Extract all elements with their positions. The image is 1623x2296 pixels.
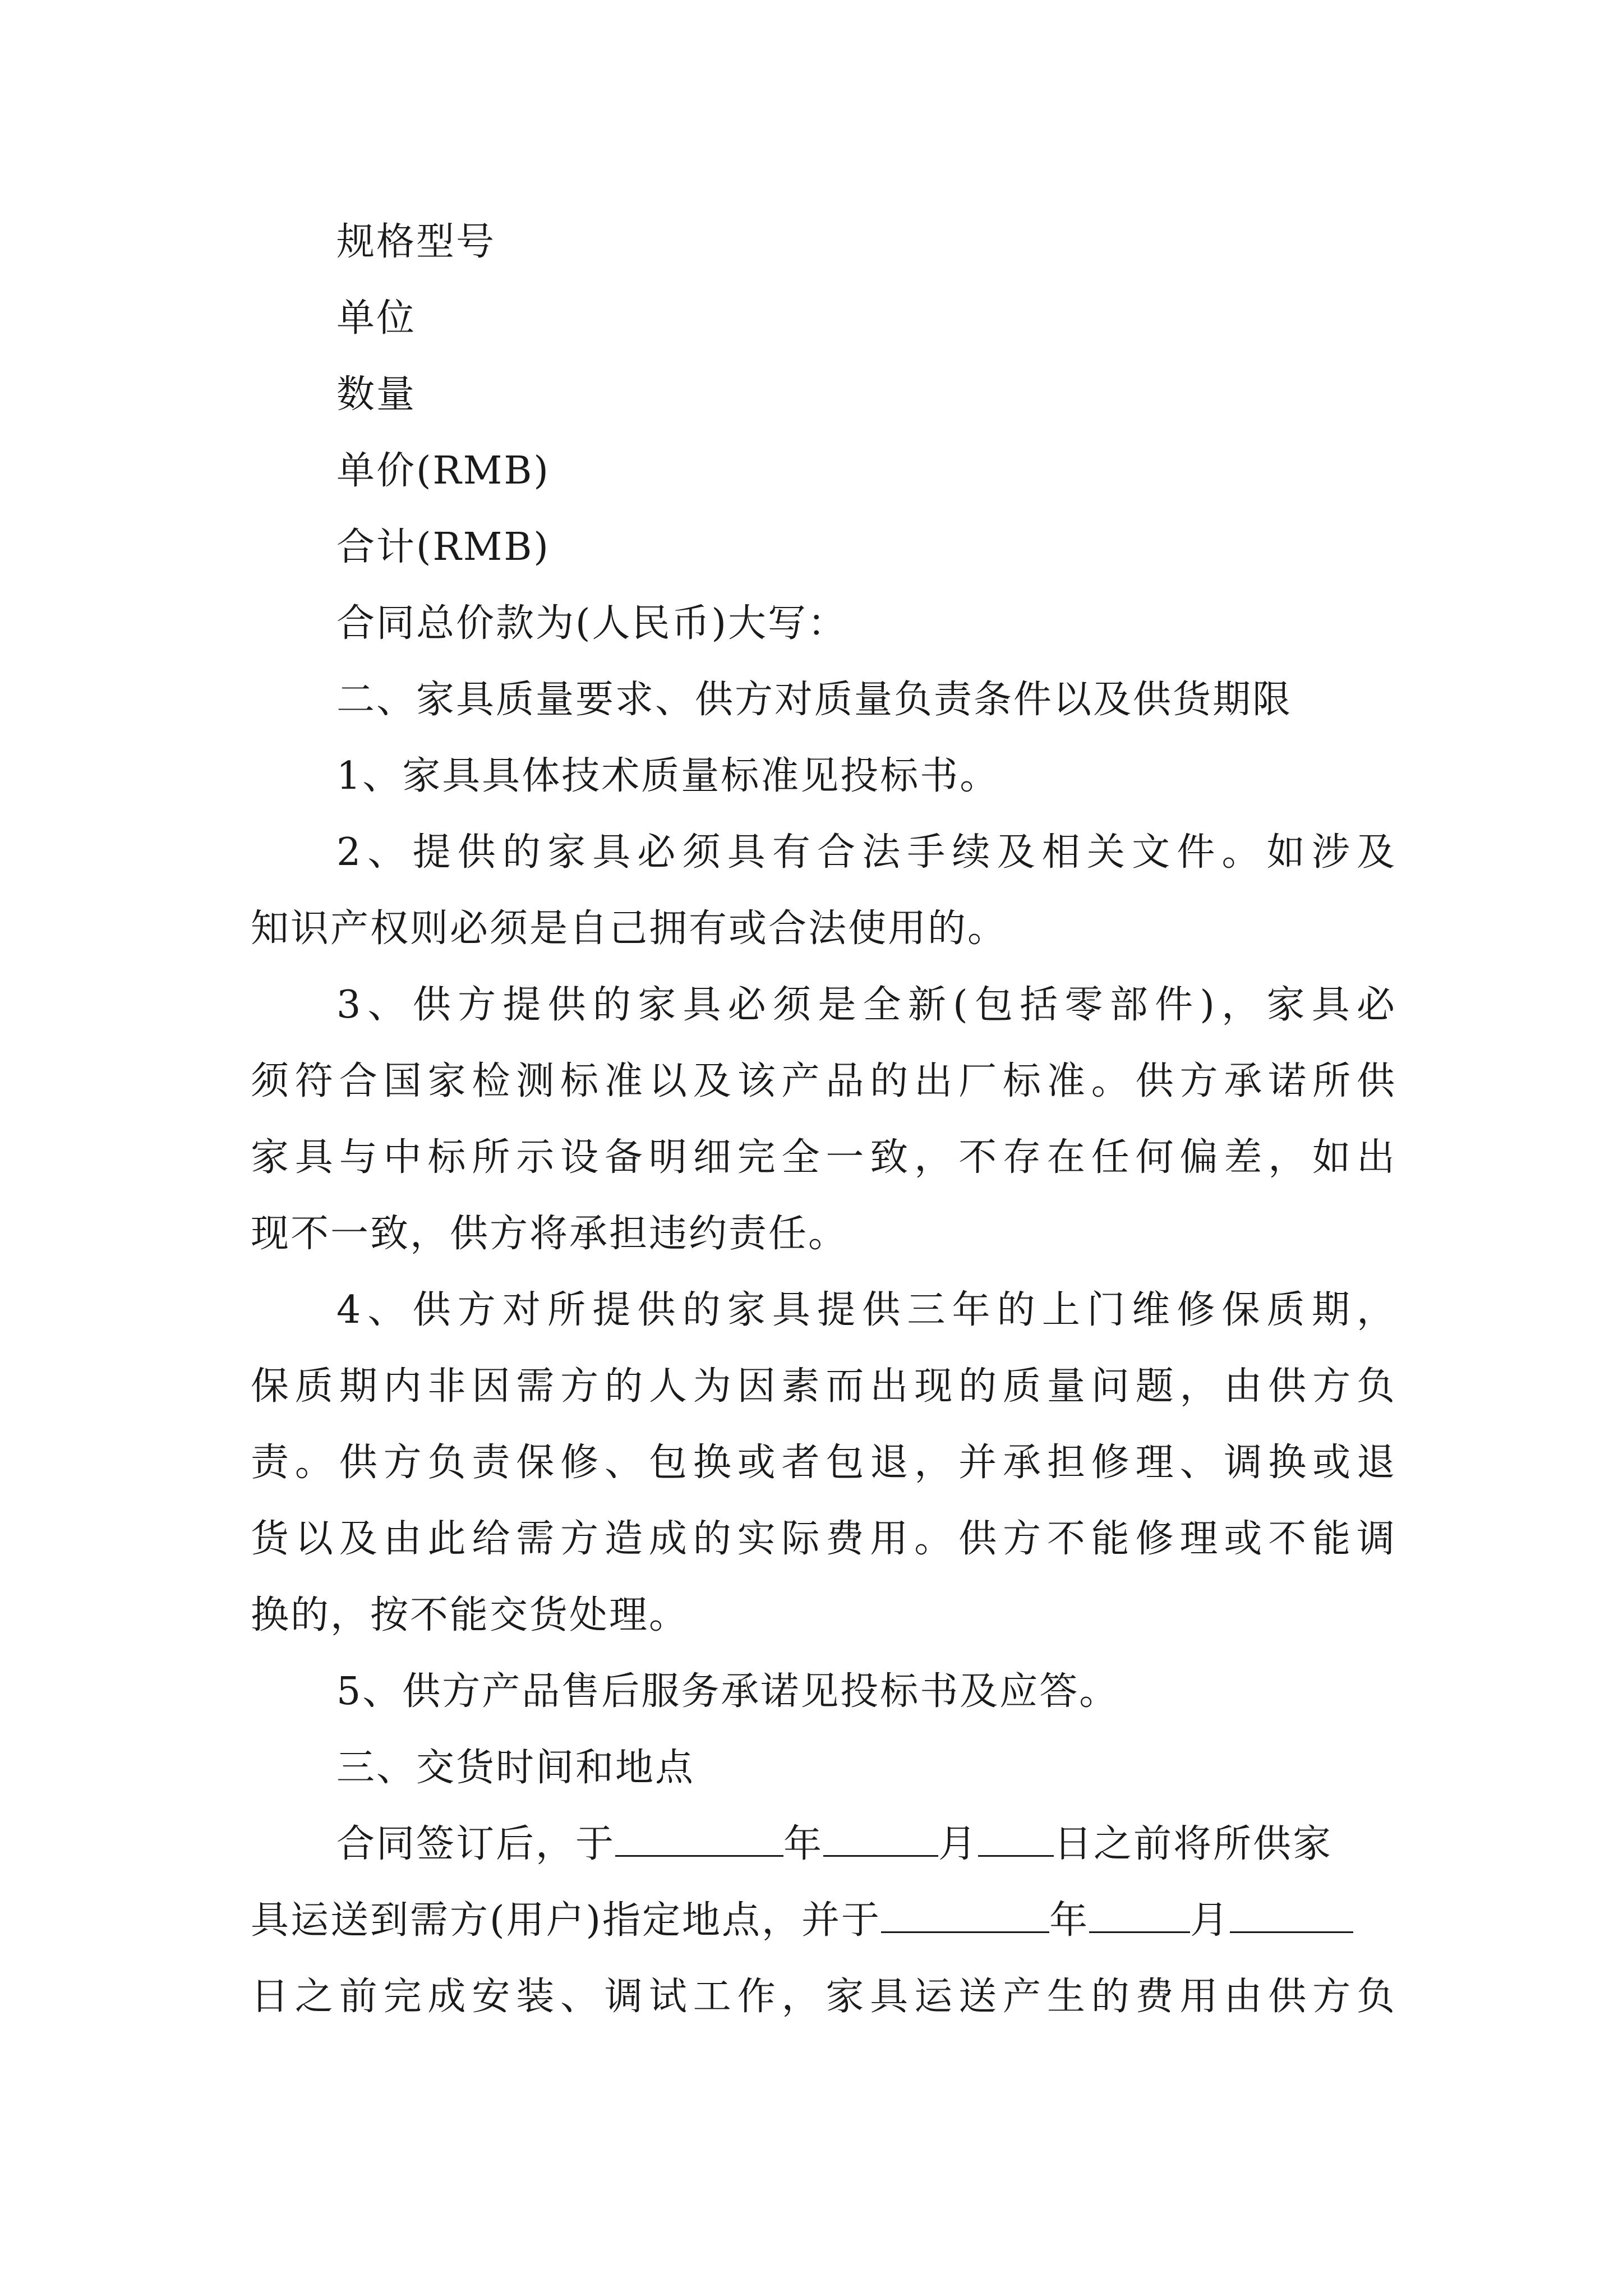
section3-line3: 日之前完成安装、调试工作，家具运送产生的费用由供方负 [251, 1975, 1395, 2019]
item-grand-total: 合同总价款为(人民币)大写： [336, 601, 848, 646]
section3-line1-text-a: 合同签订后，于 [336, 1822, 616, 1866]
year-blank-1 [615, 1823, 783, 1857]
section2-p4-line1: 4、供方对所提供的家具提供三年的上门维修保质期， [336, 1288, 1395, 1332]
section2-p2-line2: 知识产权则必须是自己拥有或合法使用的。 [251, 907, 1008, 951]
section3-line2-text-a: 具运送到需方(用户)指定地点，并于 [251, 1898, 882, 1943]
section2-p3-line4: 现不一致，供方将承担违约责任。 [251, 1212, 849, 1256]
section3-line2 [251, 1898, 1395, 1943]
section3-heading: 三、交货时间和地点 [336, 1746, 695, 1790]
section2-p4-line3: 责。供方负责保修、包换或者包退，并承担修理、调换或退 [251, 1441, 1395, 1485]
section3-line2-month: 月 [1190, 1898, 1230, 1943]
day-blank-1 [978, 1823, 1054, 1857]
section2-p1: 1、家具具体技术质量标准见投标书。 [336, 754, 1000, 798]
item-spec-model: 规格型号 [336, 220, 496, 264]
item-total: 合计(RMB) [336, 525, 550, 569]
month-blank-1 [823, 1823, 938, 1857]
section3-line1-text-d: 日之前将所供家 [1054, 1822, 1333, 1866]
section2-p4-line2: 保质期内非因需方的人为因素而出现的质量问题，由供方负 [251, 1364, 1395, 1409]
section3-line1-month: 月 [938, 1822, 979, 1866]
day-blank-2 [1230, 1899, 1353, 1933]
section2-p3-line1: 3、供方提供的家具必须是全新(包括零部件)，家具必 [336, 983, 1395, 1027]
section2-heading: 二、家具质量要求、供方对质量负责条件以及供货期限 [336, 678, 1293, 722]
section2-p5: 5、供方产品售后服务承诺见投标书及应答。 [336, 1669, 1119, 1714]
section3-line2-year: 年 [1049, 1898, 1090, 1943]
section3-line1 [336, 1822, 1395, 1867]
section2-p2-line1: 2、提供的家具必须具有合法手续及相关文件。如涉及 [336, 830, 1395, 875]
section2-p4-line4: 货以及由此给需方造成的实际费用。供方不能修理或不能调 [251, 1517, 1395, 1561]
section3-line1-year: 年 [783, 1822, 824, 1866]
item-unit: 单位 [336, 296, 417, 341]
section2-p3-line3: 家具与中标所示设备明细完全一致，不存在任何偏差，如出 [251, 1135, 1395, 1180]
item-unit-price: 单价(RMB) [336, 449, 550, 493]
year-blank-2 [881, 1899, 1049, 1933]
section2-p4-line5: 换的，按不能交货处理。 [251, 1593, 689, 1637]
item-quantity: 数量 [336, 372, 417, 417]
section2-p3-line2: 须符合国家检测标准以及该产品的出厂标准。供方承诺所供 [251, 1059, 1395, 1103]
month-blank-2 [1089, 1899, 1190, 1933]
